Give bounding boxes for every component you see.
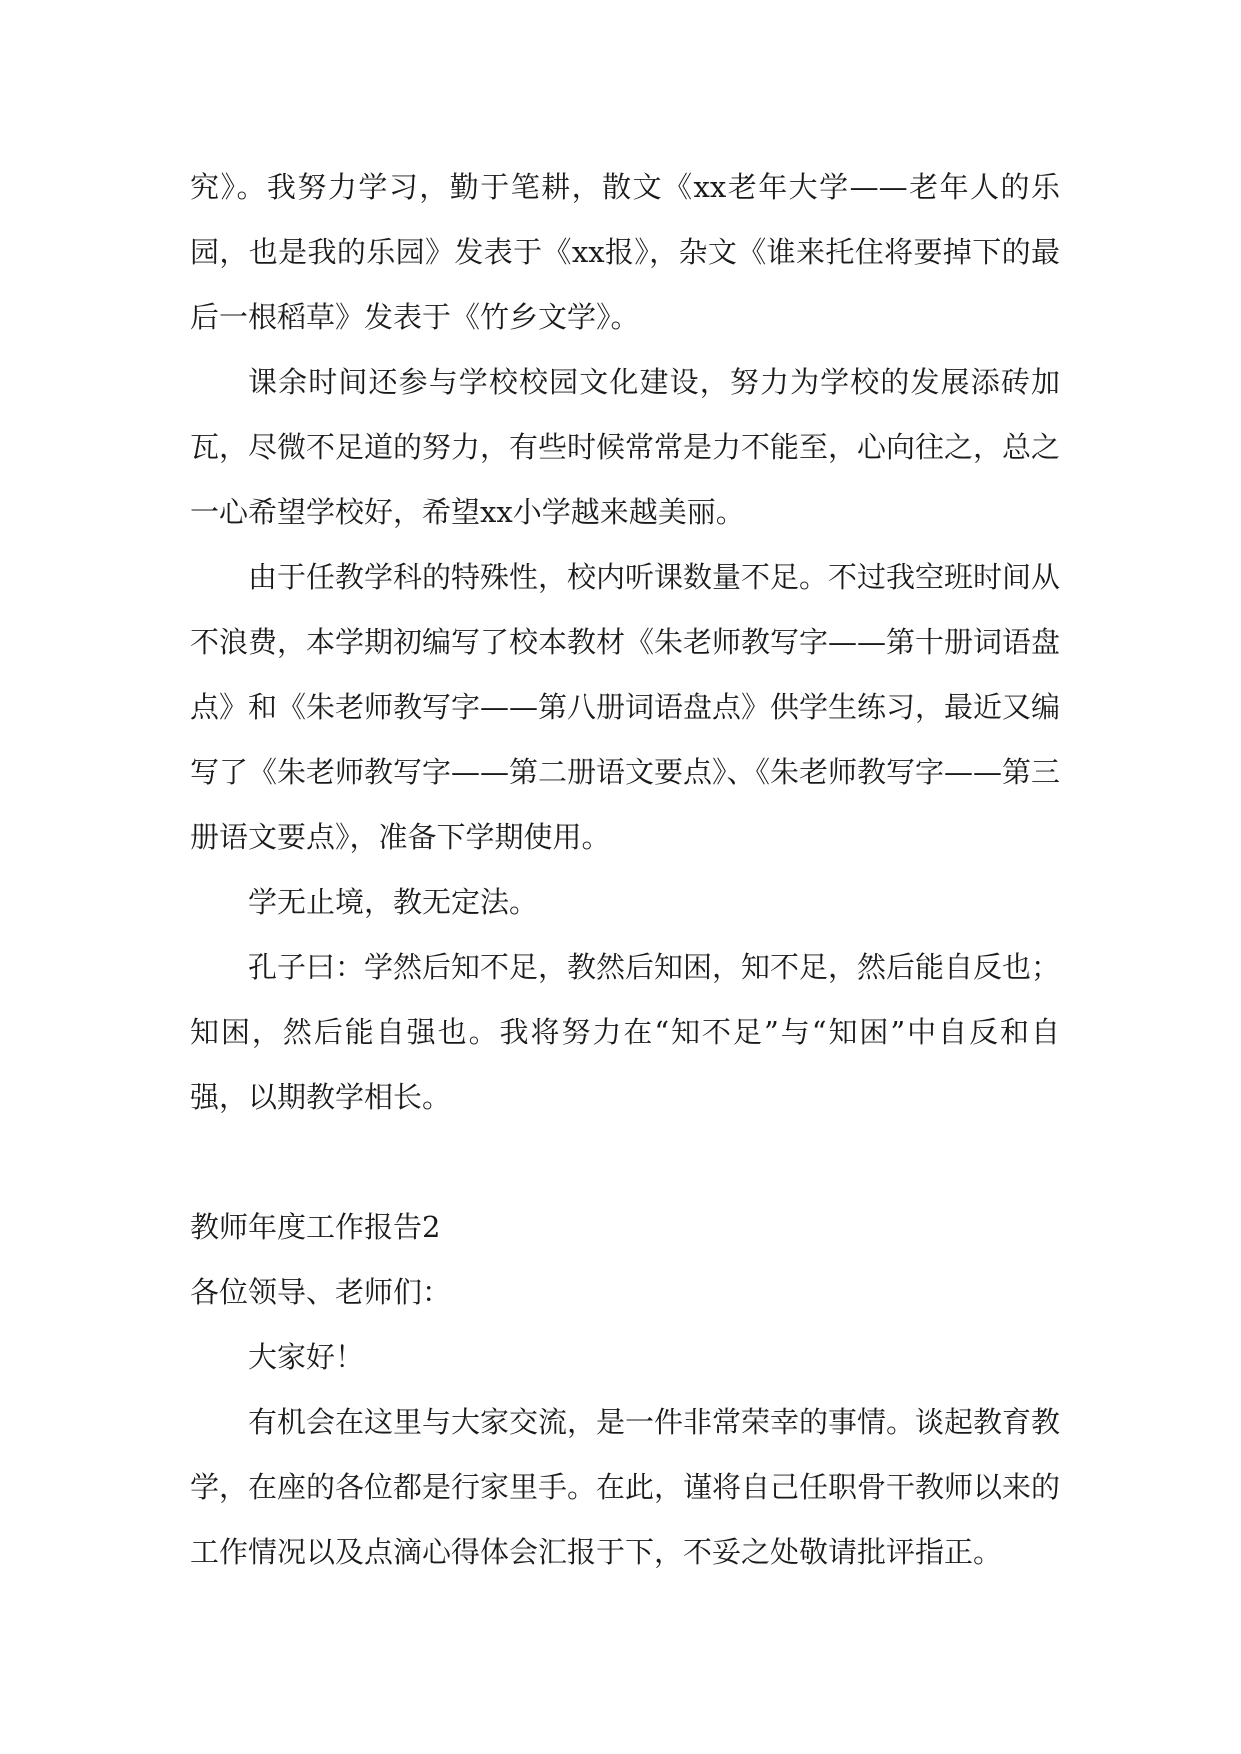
greeting: 大家好！: [248, 1340, 365, 1374]
paragraph-motto: 学无止境，教无定法。: [248, 885, 539, 919]
section-title: 教师年度工作报告2: [190, 1210, 441, 1244]
paragraph-continued: 究》。我努力学习，勤于笔耕，散文《xx老年大学——老年人的乐园，也是我的乐园》发表于《xx报》，杂文《谁来托住将要掉下的最后一根稻草》发表于《竹乡文学》。: [190, 170, 1060, 334]
salutation: 各位领导、老师们：: [190, 1275, 452, 1309]
paragraph-teaching-materials: 由于任教学科的特殊性，校内听课数量不足。不过我空班时间从不浪费，本学期初编写了校本教材《朱老师教写字——第十册词语盘点》和《朱老师教写字——第八册词语盘点》供学生练习，最近又编写了《朱老师教写字——第二册语文要点》、《朱老师教写字——第三册语文要点》，准备下学期使用。: [190, 560, 1061, 854]
document-body: [190, 155, 1060, 1585]
paragraph-opening: 有机会在这里与大家交流，是一件非常荣幸的事情。谈起教育教学，在座的各位都是行家里手。在此，谨将自己任职骨干教师以来的工作情况以及点滴心得体会汇报于下，不妥之处敬请批评指正。: [190, 1405, 1061, 1569]
paragraph-confucius-quote: 孔子曰：学然后知不足，教然后知困，知不足，然后能自反也；知困，然后能自强也。我将努力在“知不足”与“知困”中自反和自强，以期教学相长。: [190, 950, 1061, 1114]
section-spacer: [190, 1130, 1060, 1195]
paragraph-campus-culture: 课余时间还参与学校校园文化建设，努力为学校的发展添砖加瓦，尽微不足道的努力，有些时候常常是力不能至，心向往之，总之一心希望学校好，希望xx小学越来越美丽。: [190, 365, 1061, 529]
